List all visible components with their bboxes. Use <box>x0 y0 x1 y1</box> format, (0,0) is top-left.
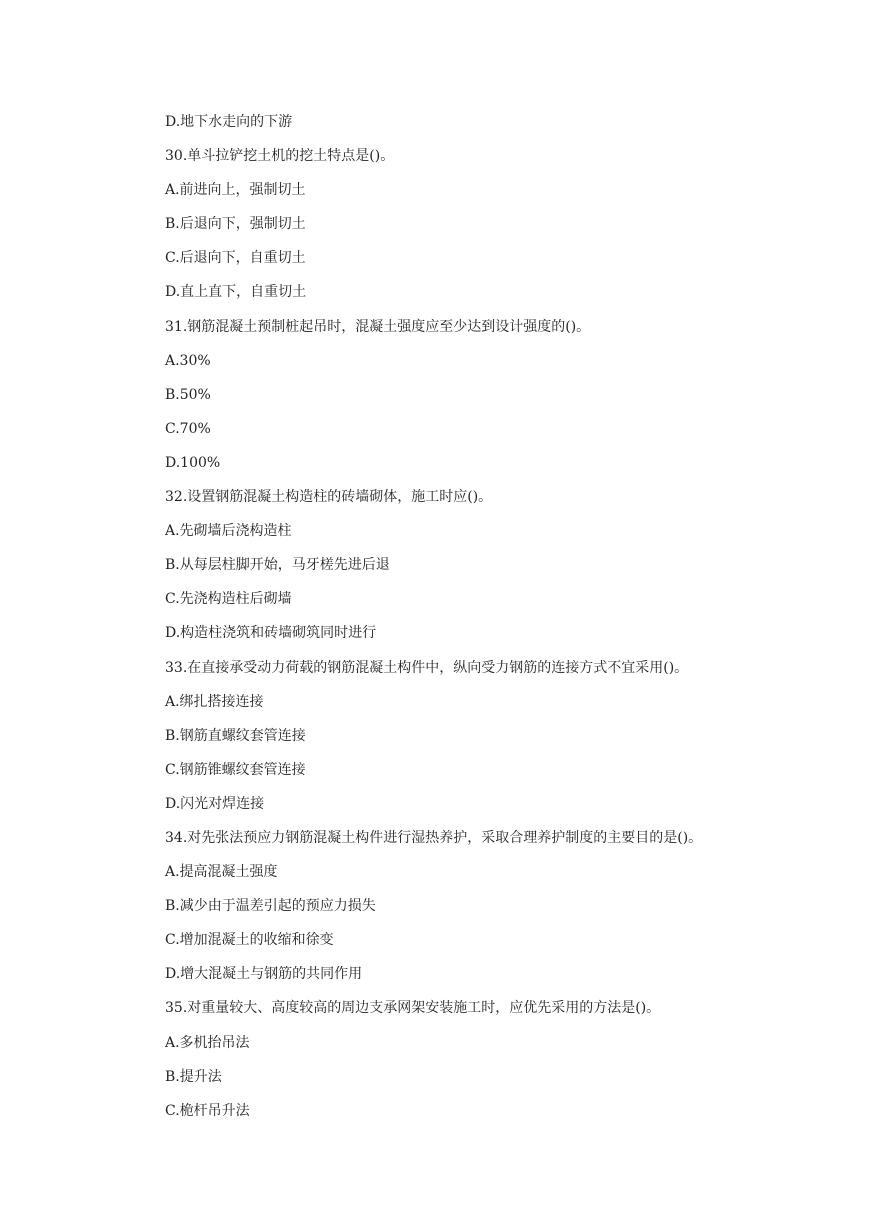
option-line: B.提升法 <box>165 1068 222 1085</box>
option-line: B.钢筋直螺纹套管连接 <box>165 727 306 744</box>
question-34: 34.对先张法预应力钢筋混凝土构件进行湿热养护，采取合理养护制度的主要目的是()。 <box>165 829 703 846</box>
option-line: B.减少由于温差引起的预应力损失 <box>165 898 376 915</box>
option-line: C.后退向下，自重切土 <box>165 250 306 267</box>
question-33: 33.在直接承受动力荷载的钢筋混凝土构件中，纵向受力钢筋的连接方式不宜采用()。 <box>165 659 689 676</box>
option-line: A.绑扎搭接连接 <box>165 693 264 710</box>
option-line: C.70% <box>165 420 211 437</box>
question-30: 30.单斗拉铲挖土机的挖土特点是()。 <box>165 148 395 165</box>
option-line: D.100% <box>165 454 221 471</box>
option-line: D.直上直下，自重切土 <box>165 284 307 301</box>
option-line: C.桅杆吊升法 <box>165 1102 250 1119</box>
question-31: 31.钢筋混凝土预制桩起吊时，混凝土强度应至少达到设计强度的()。 <box>165 318 591 335</box>
option-line: D.地下水走向的下游 <box>165 114 293 130</box>
option-line: C.增加混凝土的收缩和徐变 <box>165 932 334 949</box>
option-line: A.提高混凝土强度 <box>165 864 278 881</box>
option-line: A.前进向上，强制切土 <box>165 182 306 199</box>
option-line: B.后退向下，强制切土 <box>165 216 306 233</box>
option-line: D.闪光对焊连接 <box>165 795 265 812</box>
option-line: D.构造柱浇筑和砖墙砌筑同时进行 <box>165 625 377 642</box>
option-line: D.增大混凝土与钢筋的共同作用 <box>165 966 363 983</box>
option-line: C.钢筋锥螺纹套管连接 <box>165 761 306 778</box>
question-35: 35.对重量较大、高度较高的周边支承网架安装施工时，应优先采用的方法是()。 <box>165 1000 661 1017</box>
option-line: A.多机抬吊法 <box>165 1034 250 1051</box>
question-list <box>165 110 845 1133</box>
option-line: B.从每层柱脚开始，马牙槎先进后退 <box>165 557 390 574</box>
option-line: A.先砌墙后浇构造柱 <box>165 523 292 540</box>
question-32: 32.设置钢筋混凝土构造柱的砖墙砌体，施工时应()。 <box>165 489 493 506</box>
option-line: A.30% <box>165 352 211 369</box>
option-line: C.先浇构造柱后砌墙 <box>165 591 292 608</box>
option-line: B.50% <box>165 386 211 403</box>
